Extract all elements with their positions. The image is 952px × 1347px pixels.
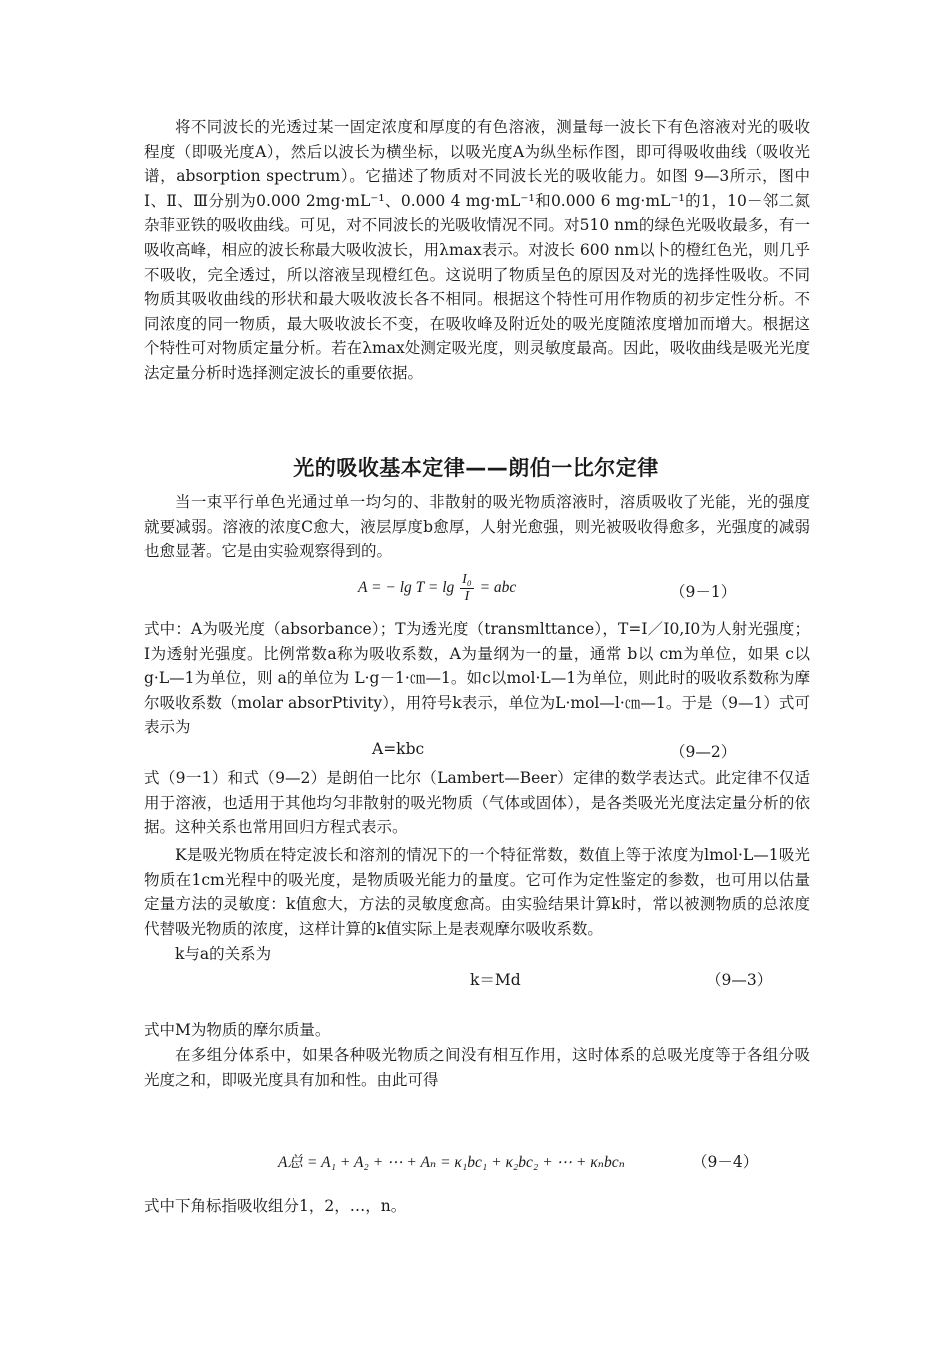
equation-9-1 [144,572,810,602]
eq4-text: A总 = A₁ + A₂ + ⋯ + Aₙ = κ₁bc₁ + κ₂bc₂ + ⋯ + κₙbcₙ [278,1154,625,1171]
eq2-number: （9—2） [670,743,737,761]
eq4-number: （9－4） [692,1153,759,1171]
eq3-number: （9—3） [706,971,773,989]
eq1-rhs: = abc [479,579,517,597]
eq1-lhs: A = − lg T = lg [358,579,455,597]
eq1-numerator: I₀ [462,572,472,587]
paragraph-definitions: 式中：A为吸光度（absorbance）；T为透光度（transmlttance），T=I／I0,I0为人射光强度；I为透射光强度。比例常数a称为吸收系数，A为量纲为一的量，通常 b以 cm为单位，如果 c以 g·L—1为单位，则 a的单位为 L·g－1·㎝—1。如c以mol·L—1为单位，则此时的吸收系数称为摩尔吸收系数（molar absorPtivity），用符号k表示，单位为L·mol—l·㎝—1。于是（9—1）式可表示为 [144,620,810,737]
eq1-number: （9－1） [670,583,737,601]
equation-9-3 [144,968,810,998]
eq2-text: A=kbc [372,740,425,758]
section-title: 光的吸收基本定律——朗伯一比尔定律 [293,456,659,480]
paragraph-molar-mass: 式中M为物质的摩尔质量。 [144,1021,331,1039]
eq1-fraction [460,572,474,605]
eq1-denominator: I [464,589,470,604]
paragraph-light-intensity: 当一束平行单色光通过单一均匀的、非散射的吸光物质溶液时，溶质吸收了光能，光的强度就要减弱。溶液的浓度C愈大，液层厚度b愈厚，人射光愈强，则光被吸收得愈多，光强度的减弱也愈显著。它是由实验观察得到的。 [144,493,810,561]
paragraph-additivity: 在多组分体系中，如果各种吸光物质之间没有相互作用，这时体系的总吸光度等于各组分吸光度之和，即吸光度具有加和性。由此可得 [144,1046,810,1089]
intro-paragraph: 将不同波长的光透过某一固定浓度和厚度的有色溶液，测量每一波长下有色溶液对光的吸收程度（即吸光度A），然后以波长为横坐标，以吸光度A为纵坐标作图，即可得吸收曲线（吸收光谱，absorption spectrum）。它描述了物质对不同波长光的吸收能力。如图 9—3所示，图中Ⅰ、Ⅱ、Ⅲ分别为0.000 2mg·mL⁻¹、0.000 4 mg·mL⁻¹和0.000 6 mg·mL⁻¹的1，10－邻二氮杂菲亚铁的吸收曲线。可见，对不同波长的光吸收情况不同。对510 nm的绿色光吸收最多，有一吸收高峰，相应的波长称最大吸收波长，用λmax表示。对波长 600 nm以卜的橙红色光，则几乎不吸收，完全透过，所以溶液呈现橙红色。这说明了物质呈色的原因及对光的选择性吸收。不同物质其吸收曲线的形状和最大吸收波长各不相同。根据这个特性可用作物质的初步定性分析。不同浓度的同一物质，最大吸收波长不变，在吸收峰及附近处的吸光度随浓度增加而增大。根据这个特性可对物质定量分析。若在λmax处测定吸光度，则灵敏度最高。因此，吸收曲线是吸光光度法定量分析时选择测定波长的重要依据。 [144,118,810,382]
paragraph-k-a-relation: k与a的关系为 [175,945,272,963]
paragraph-k-constant: K是吸光物质在特定波长和溶剂的情况下的一个特征常数，数值上等于浓度为lmol·L—1吸光物质在1cm光程中的吸光度，是物质吸光能力的量度。它可作为定性鉴定的参数，也可用以估量定量方法的灵敏度：k值愈大，方法的灵敏度愈高。由实验结果计算k时，常以被测物质的总浓度代替吸光物质的浓度，这样计算的k值实际上是表观摩尔吸收系数。 [144,846,810,938]
paragraph-subscript-note: 式中下角标指吸收组分1，2，…，n。 [144,1197,407,1215]
equation-9-4 [144,1150,810,1180]
paragraph-lambert-beer: 式（9一1）和式（9—2）是朗伯一比尔（Lambert—Beer）定律的数学表达式。此定律不仅适用于溶液，也适用于其他均匀非散射的吸光物质（气体或固体），是各类吸光光度法定量分析的依据。这种关系也常用回归方程式表示。 [144,769,810,837]
eq3-text: k＝Md [470,971,521,989]
